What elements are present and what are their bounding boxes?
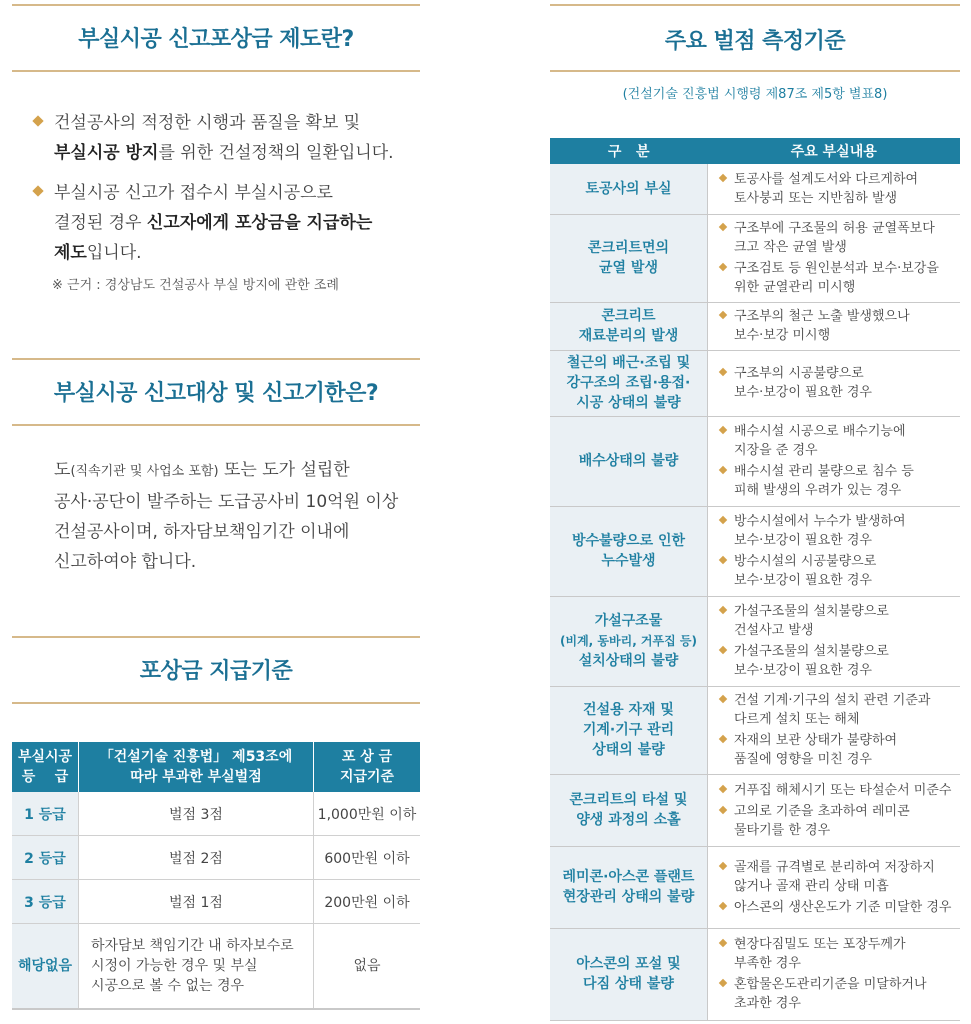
divider — [12, 424, 420, 426]
content-item: 방수시설의 시공불량으로 보수·보강이 필요한 경우 — [718, 552, 960, 590]
category-cell: 토공사의 부실 — [550, 164, 708, 214]
content-item: 가설구조물의 설치불량으로 보수·보강이 필요한 경우 — [718, 642, 960, 680]
header-reward: 포 상 금 지급기준 — [314, 742, 421, 792]
table-row — [550, 214, 960, 302]
reward-table — [12, 742, 420, 1010]
category-cell: 콘크리트 재료분리의 발생 — [550, 302, 708, 350]
category-cell: 철근의 배근·조립 및 강구조의 조립·용접· 시공 상태의 불량 — [550, 350, 708, 416]
content-cell — [708, 416, 961, 506]
reward-cell: 600만원 이하 — [314, 836, 421, 880]
content-item: 건설 기계·기구의 설치 관련 기준과 다르게 설치 또는 해체 — [718, 691, 960, 729]
content-item: 배수시설 관리 불량으로 침수 등 피해 발생의 우려가 있는 경우 — [718, 462, 960, 500]
category-cell: 배수상태의 불량 — [550, 416, 708, 506]
content-item: 방수시설에서 누수가 발생하여 보수·보강이 필요한 경우 — [718, 512, 960, 550]
table-row — [550, 928, 960, 1020]
content-cell — [708, 846, 961, 928]
content-item: 자재의 보관 상태가 불량하여 품질에 영향을 미친 경우 — [718, 731, 960, 769]
grade-cell: 3 등급 — [12, 880, 79, 924]
table-row — [550, 302, 960, 350]
content-cell — [708, 928, 961, 1020]
header-grade: 부실시공 등 급 — [12, 742, 79, 792]
category-cell: 방수불량으로 인한 누수발생 — [550, 506, 708, 596]
content-item: 골재를 규격별로 분리하여 저장하지 않거나 골재 관리 상태 미흡 — [718, 858, 960, 896]
category-cell: 건설용 자재 및 기계·기구 관리 상태의 불량 — [550, 686, 708, 774]
section-title-penalty: 주요 벌점 측정기준 — [664, 29, 846, 54]
table-row — [550, 596, 960, 686]
divider — [12, 702, 420, 704]
content-cell — [708, 350, 961, 416]
category-cell: 아스콘의 포설 및 다짐 상태 불량 — [550, 928, 708, 1020]
table-row — [12, 836, 420, 880]
header-content: 주요 부실내용 — [708, 138, 961, 164]
table-row — [550, 506, 960, 596]
divider — [550, 4, 960, 6]
content-cell — [708, 686, 961, 774]
table-row — [12, 924, 420, 1010]
divider — [12, 4, 420, 6]
content-item: 현장다짐밀도 또는 포장두께가 부족한 경우 — [718, 935, 960, 973]
content-item: 배수시설 시공으로 배수기능에 지장을 준 경우 — [718, 422, 960, 460]
section-title-target: 부실시공 신고대상 및 신고기한은? — [53, 381, 379, 406]
left-column — [12, 0, 420, 1024]
legal-reference: (건설기술 진흥법 시행령 제87조 제5항 별표8) — [622, 87, 888, 102]
content-cell — [708, 774, 961, 846]
target-paragraph: 도(직속기관 및 사업소 포함) 또는 도가 설립한 공사·공단이 발주하는 도급공사비 10억원 이상 건설공사이며, 하자담보책임기간 이내에 신고하여야 합니다. — [54, 460, 399, 572]
category-cell: 가설구조물 (비계, 동바리, 거푸집 등) 설치상태의 불량 — [550, 596, 708, 686]
bullet-reward: 부실시공 신고가 접수시 부실시공으로 결정된 경우 신고자에게 포상금을 지급하는 제도입니다. — [34, 178, 414, 268]
bullet-purpose: 건설공사의 적정한 시행과 품질을 확보 및 부실시공 방지를 위한 건설정책의 일환입니다. — [34, 108, 414, 168]
divider — [550, 70, 960, 72]
content-cell — [708, 506, 961, 596]
table-row — [550, 416, 960, 506]
category-cell: 레미콘·아스콘 플랜트 현장관리 상태의 불량 — [550, 846, 708, 928]
right-column — [550, 0, 960, 1024]
content-item: 가설구조물의 설치불량으로 건설사고 발생 — [718, 602, 960, 640]
reward-cell: 200만원 이하 — [314, 880, 421, 924]
header-category: 구 분 — [550, 138, 708, 164]
category-cell: 콘크리트면의 균열 발생 — [550, 214, 708, 302]
reward-cell: 없음 — [314, 924, 421, 1010]
content-item: 거푸집 해체시기 또는 타설순서 미준수 — [718, 781, 960, 800]
penalty-cell: 벌점 3점 — [79, 792, 314, 836]
section-title-system: 부실시공 신고포상금 제도란? — [78, 27, 354, 52]
table-header-row — [550, 138, 960, 164]
table-row — [550, 686, 960, 774]
content-item: 혼합물온도관리기준을 미달하거나 초과한 경우 — [718, 975, 960, 1013]
reward-cell: 1,000만원 이하 — [314, 792, 421, 836]
content-item: 구조부의 시공불량으로 보수·보강이 필요한 경우 — [718, 364, 960, 402]
grade-cell: 2 등급 — [12, 836, 79, 880]
table-row — [550, 164, 960, 214]
content-item: 구조부의 철근 노출 발생했으나 보수·보강 미시행 — [718, 307, 960, 345]
divider — [12, 636, 420, 638]
table-header-row — [12, 742, 420, 792]
table-row — [12, 792, 420, 836]
divider — [12, 70, 420, 72]
diamond-bullet-icon — [32, 115, 43, 126]
penalty-cell: 벌점 2점 — [79, 836, 314, 880]
content-item: 구조부에 구조물의 허용 균열폭보다 크고 작은 균열 발생 — [718, 219, 960, 257]
header-penalty: 「건설기술 진흥법」 제53조에 따라 부과한 부실벌점 — [79, 742, 314, 792]
content-cell — [708, 164, 961, 214]
table-row — [550, 774, 960, 846]
penalty-table — [550, 138, 960, 1021]
table-row — [550, 350, 960, 416]
penalty-cell: 하자담보 책임기간 내 하자보수로 시정이 가능한 경우 및 부실 시공으로 볼 수 없는 경우 — [79, 924, 314, 1010]
diamond-bullet-icon — [32, 185, 43, 196]
content-cell — [708, 214, 961, 302]
content-item: 구조검토 등 원인분석과 보수·보강을 위한 균열관리 미시행 — [718, 259, 960, 297]
divider — [12, 358, 420, 360]
content-cell — [708, 596, 961, 686]
penalty-cell: 벌점 1점 — [79, 880, 314, 924]
table-row — [12, 880, 420, 924]
category-cell: 콘크리트의 타설 및 양생 과정의 소홀 — [550, 774, 708, 846]
content-item: 아스콘의 생산온도가 기준 미달한 경우 — [718, 898, 960, 917]
legal-basis-note: ※ 근거 : 경상남도 건설공사 부실 방지에 관한 조례 — [52, 278, 339, 293]
section-title-criteria: 포상금 지급기준 — [139, 659, 293, 684]
table-row — [550, 846, 960, 928]
grade-cell: 1 등급 — [12, 792, 79, 836]
content-cell — [708, 302, 961, 350]
content-item: 토공사를 설계도서와 다르게하여 토사붕괴 또는 지반침하 발생 — [718, 170, 960, 208]
grade-cell: 해당없음 — [12, 924, 79, 1010]
content-item: 고의로 기준을 초과하여 레미콘 물타기를 한 경우 — [718, 802, 960, 840]
